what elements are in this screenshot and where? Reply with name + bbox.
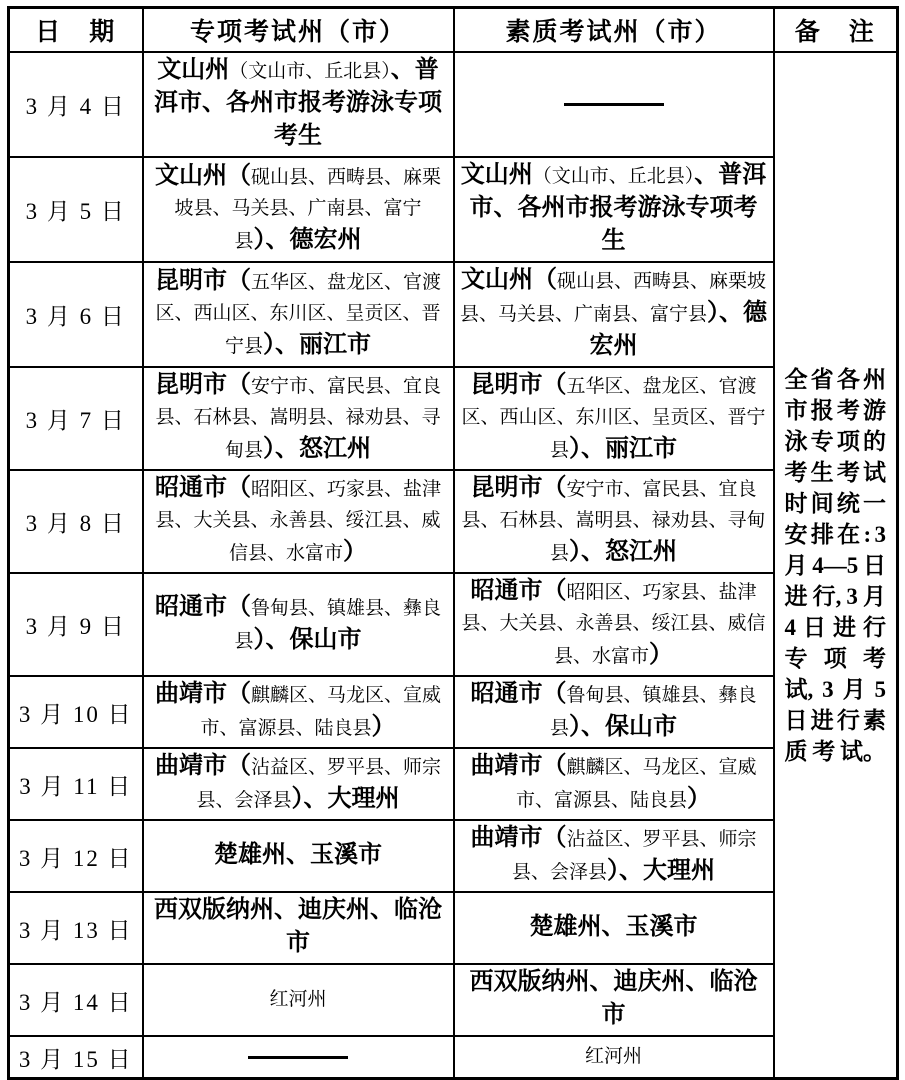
table-row [9,157,898,262]
special-exam-cell [143,964,454,1036]
remark-token: 月 [862,583,886,609]
quality-exam-cell [454,470,774,573]
remark-token: 行, [812,583,842,609]
county-list: 五华区、盘龙区、官渡区、西山区、东川区、呈贡区、晋宁县 [155,272,441,357]
county-list: 安宁市、富民县、宜良县、石林县、嵩明县、禄劝县、寻甸县 [461,479,766,564]
region-name: 曲靖市（ [154,681,251,707]
region-name: 楚雄州、玉溪市 [214,841,382,868]
region-name: ）、丽江市 [263,332,371,358]
remark-token: 进 [833,614,856,640]
table-row [9,964,898,1036]
region-name: 西双版纳州、迪庆州、临沧市 [469,969,758,1028]
county-list: （文山市、丘北县） [532,166,695,187]
remark-token: 泳 [784,428,808,454]
region-name: 昭通市（ [470,578,567,604]
region-name: ）、怒江州 [569,539,677,565]
date-cell: 3 月 13 日 [9,892,143,964]
remark-token: 间 [810,490,834,516]
remark-token: 4 [784,614,796,640]
remark-line [785,581,887,612]
remark-token: 生 [810,459,834,485]
special-exam-cell [143,820,454,892]
region-name: ）、大理州 [291,786,400,812]
region-name: 昭通市（ [154,593,251,620]
remark-token: 3 [874,521,886,547]
region-name: ）、保山市 [569,714,677,740]
remark-line [785,674,887,705]
county-list: 红河州 [269,988,327,1010]
remark-line [785,395,887,426]
county-list: 昭阳区、巧家县、盐津县、大关县、永善县、绥江县、威信县、水富市 [155,479,441,564]
remark-token: 试, [784,676,814,702]
remark-token: 试。 [840,738,886,764]
remark-token: 行 [863,614,886,640]
date-cell: 3 月 15 日 [9,1036,143,1079]
remark-token: 时 [784,490,808,516]
county-list: 砚山县、西畴县、麻栗坡县、马关县、广南县、富宁县 [174,167,441,252]
date-cell: 3 月 5 日 [9,157,143,262]
date-cell: 3 月 7 日 [9,367,143,470]
remark-token: 一 [862,490,886,516]
region-name: 文山州（ [154,163,251,189]
table-body [9,52,898,1079]
special-exam-cell [143,262,454,367]
remark-token: : [863,521,872,547]
region-name: 西双版纳州、迪庆州、临沧市 [154,897,442,956]
region-name: ）、大理州 [607,858,715,884]
region-name: ） [649,642,673,668]
quality-exam-cell [454,676,774,748]
region-name: ）、保山市 [253,626,362,653]
table-row [9,470,898,573]
remark-line [785,488,887,519]
quality-exam-cell [454,1036,774,1079]
date-cell: 3 月 8 日 [9,470,143,573]
table-row [9,820,898,892]
region-name: ）、德宏州 [253,227,362,253]
remark-token: 统 [836,490,860,516]
remark-token: 试 [862,459,886,485]
empty-dash [564,103,664,106]
county-list: 安宁市、富民县、宜良县、石林县、嵩明县、禄劝县、寻甸县 [155,376,441,461]
header-special-exam: 专项考试州（市） [143,8,454,53]
header-row [9,8,898,53]
special-exam-cell [143,157,454,262]
quality-exam-cell [454,52,774,157]
special-exam-cell [143,573,454,676]
county-list: 鲁甸县、镇雄县、彝良县 [234,597,441,652]
county-list: 沾益区、罗平县、师宗县、会泽县 [511,829,757,883]
remark-token: 排 [810,521,834,547]
header-quality-exam: 素质考试州（市） [454,8,774,53]
date-cell: 3 月 12 日 [9,820,143,892]
remark-token: 4—5 [812,552,859,578]
remark-token: 进 [810,707,834,733]
special-exam-cell [143,892,454,964]
remark-token: 全 [784,366,808,392]
header-remark: 备 注 [774,8,898,53]
region-name: 曲靖市（ [470,753,567,779]
county-list: 沾益区、罗平县、师宗县、会泽县 [196,757,441,811]
date-cell: 3 月 11 日 [9,748,143,820]
region-name: 曲靖市（ [154,753,251,779]
region-name: 昆明市（ [154,268,251,294]
quality-exam-cell [454,262,774,367]
remark-token: 月 [842,676,866,702]
exam-schedule-table [7,6,899,1080]
county-list: （文山市、丘北县） [229,61,391,82]
remark-token: 素 [862,707,886,733]
remark-token: 考 [784,459,808,485]
quality-exam-cell [454,820,774,892]
region-name: ） [371,714,396,740]
remark-token: 行 [836,707,860,733]
remark-line [785,550,887,581]
remark-line [785,519,887,550]
region-name: 、普洱市、各州市报考游泳专项考生 [469,162,767,254]
region-name: 、普洱市、各州市报考游泳专项考生 [154,57,442,149]
table-row [9,573,898,676]
region-name: 昆明市（ [470,475,567,501]
date-cell: 3 月 4 日 [9,52,143,157]
county-list: 砚山县、西畴县、麻栗坡县、马关县、广南县、富宁县 [459,271,766,325]
remark-line [785,612,887,643]
region-name: 昭通市（ [154,475,251,501]
remark-token: 日 [863,552,886,578]
region-name: 楚雄州、玉溪市 [529,913,698,940]
remark-token: 的 [862,428,886,454]
remark-token: 安 [784,521,808,547]
special-exam-cell [143,676,454,748]
date-cell: 3 月 9 日 [9,573,143,676]
remark-token: 日 [784,707,808,733]
region-name: ） [687,786,711,812]
remark-token: 专 [784,645,808,671]
region-name: ）、丽江市 [569,436,677,462]
remark-token: 游 [862,397,886,423]
quality-exam-cell [454,157,774,262]
region-name: 文山州 [157,57,230,83]
special-exam-cell [143,367,454,470]
region-name: ）、德宏州 [589,300,767,359]
date-cell: 3 月 10 日 [9,676,143,748]
special-exam-cell [143,52,454,157]
county-list: 麒麟区、马龙区、宣威市、富源县、陆良县 [515,757,757,811]
county-list: 五华区、盘龙区、官渡区、西山区、东川区、呈贡区、晋宁县 [461,376,766,461]
remark-token: 各 [836,366,860,392]
table-row [9,748,898,820]
quality-exam-cell [454,892,774,964]
quality-exam-cell [454,367,774,470]
remark-token: 3 [846,583,858,609]
remark-token: 进 [784,583,808,609]
special-exam-cell [143,470,454,573]
remark-token: 报 [810,397,834,423]
remark-line [785,457,887,488]
remark-token: 省 [810,366,834,392]
remark-line [785,705,887,736]
remark-token: 3 [822,676,834,702]
remark-token: 专 [810,428,834,454]
table-row [9,52,898,157]
remark-token: 州 [862,366,886,392]
remark-token: 项 [823,645,847,671]
table-row [9,1036,898,1079]
remark-token: 考 [863,645,886,671]
remark-token: 质 [784,738,808,764]
remark-line [785,643,887,674]
remark-token: 日 [803,614,826,640]
table-row [9,367,898,470]
county-list: 昭阳区、巧家县、盐津县、大关县、永善县、绥江县、威信县、水富市 [461,582,766,667]
remark-token: 考 [812,738,836,764]
remark-line [785,426,887,457]
region-name: 文山州（ [460,267,557,293]
remark-token: 项 [836,428,860,454]
county-list: 鲁甸县、镇雄县、彝良县 [549,685,757,739]
remark-token: 考 [836,459,860,485]
quality-exam-cell [454,748,774,820]
quality-exam-cell [454,964,774,1036]
table-row [9,676,898,748]
remark-cell [774,52,898,1079]
region-name: ） [343,539,367,565]
table-row [9,262,898,367]
region-name: ）、怒江州 [263,436,371,462]
remark-token: 市 [784,397,808,423]
quality-exam-cell [454,573,774,676]
remark-line [785,736,887,767]
remark-token: 5 [874,676,886,702]
region-name: 文山州 [460,162,533,188]
special-exam-cell [143,748,454,820]
region-name: 曲靖市（ [470,825,567,851]
date-cell: 3 月 14 日 [9,964,143,1036]
remark-token: 在 [837,521,861,547]
remark-line [785,364,887,395]
special-exam-cell [143,1036,454,1079]
header-date: 日 期 [9,8,143,53]
empty-dash [248,1056,348,1059]
region-name: 昆明市（ [470,372,567,398]
remark-token: 考 [836,397,860,423]
region-name: 昭通市（ [470,681,567,707]
date-cell: 3 月 6 日 [9,262,143,367]
county-list: 麒麟区、马龙区、宣威市、富源县、陆良县 [200,685,441,739]
table-row [9,892,898,964]
remark-token: 月 [784,552,808,578]
region-name: 昆明市（ [154,372,251,398]
county-list: 红河州 [584,1045,642,1067]
